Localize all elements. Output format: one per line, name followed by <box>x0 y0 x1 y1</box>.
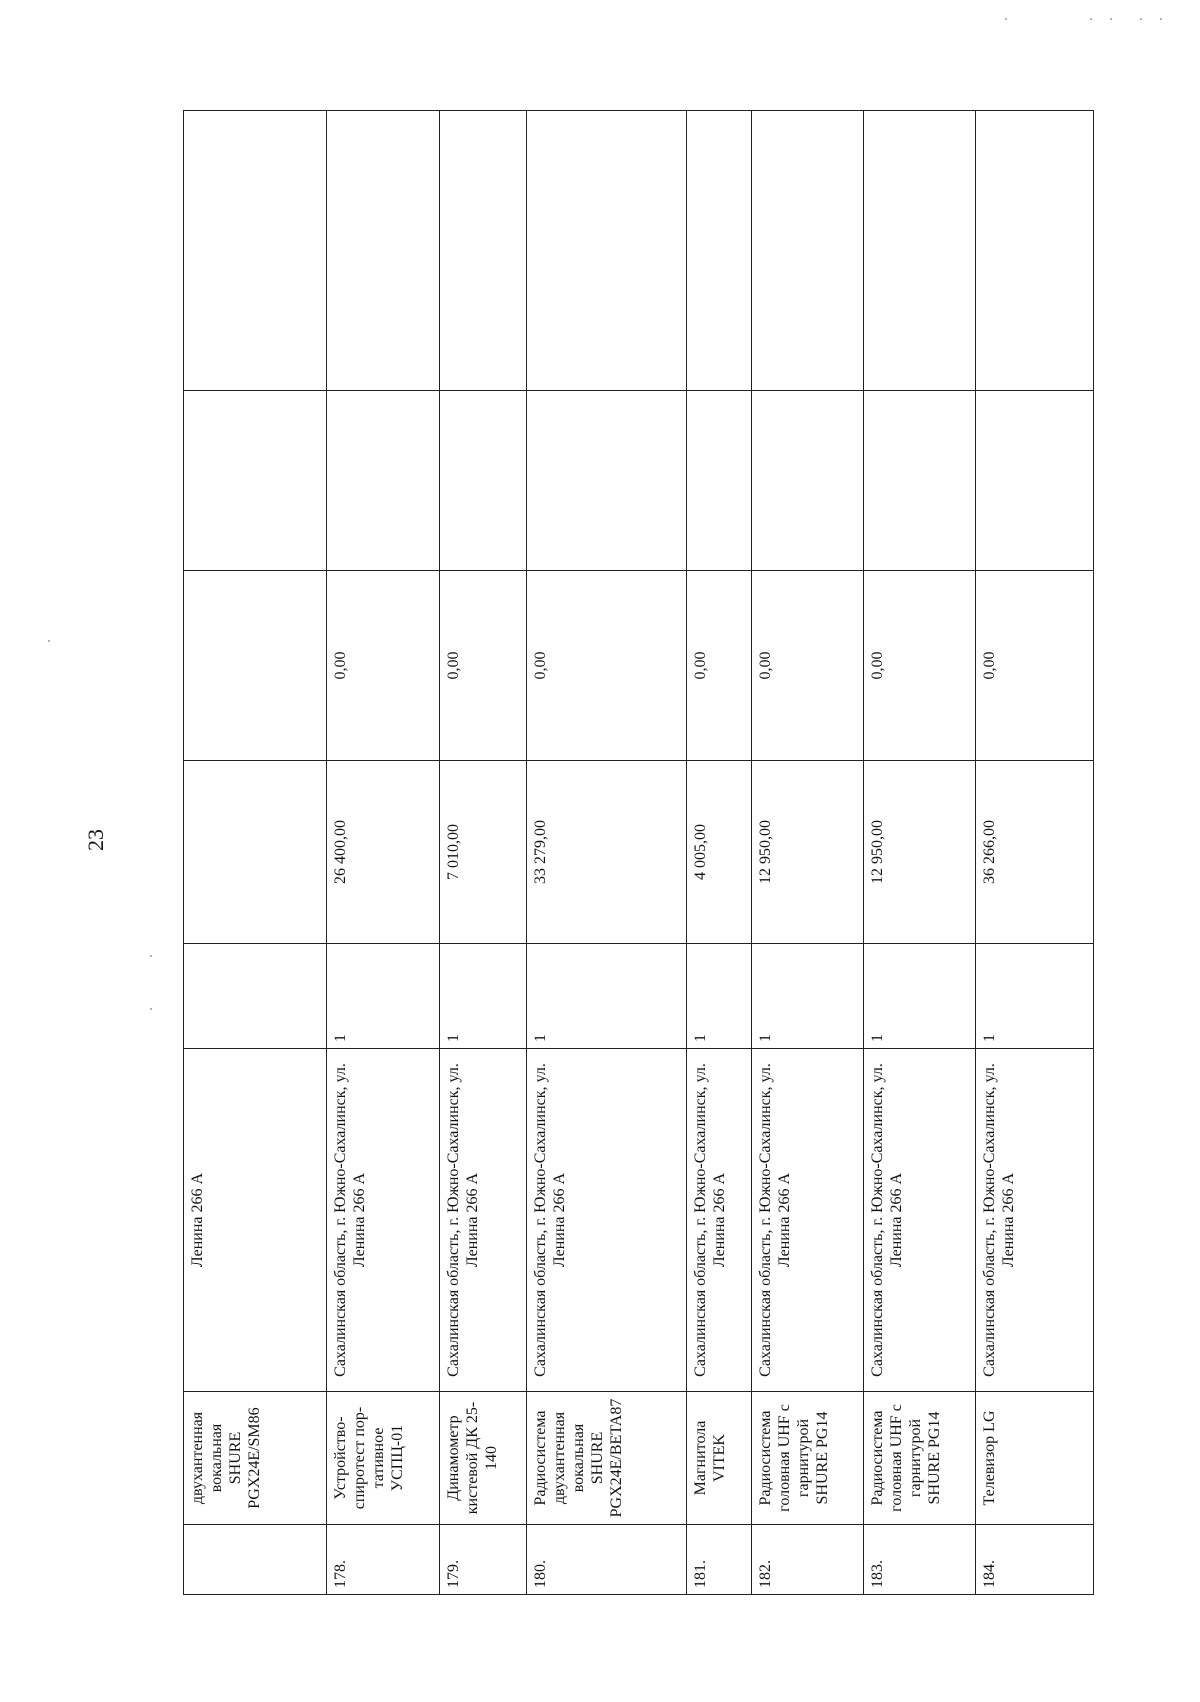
item-price: 12 950,00 <box>752 761 864 944</box>
row-number: 182. <box>752 1525 864 1595</box>
scan-speck <box>1160 18 1162 20</box>
empty-cell <box>440 111 527 391</box>
item-name: Радиосистема двухантенная вокальная SHURE PGX24E/BETA87 <box>527 1392 687 1525</box>
empty-cell <box>976 391 1094 571</box>
item-amount: 0,00 <box>687 571 752 761</box>
item-amount: 0,00 <box>440 571 527 761</box>
item-name: Телевизор LG <box>976 1392 1094 1525</box>
scan-speck <box>1110 18 1112 20</box>
scan-speck <box>1140 18 1142 20</box>
scan-speck <box>1090 18 1092 20</box>
item-name: Радиосистема головная UHF с гарнитурой SHURE PG14 <box>752 1392 864 1525</box>
item-price: 12 950,00 <box>864 761 976 944</box>
item-address: Сахалинская область, г. Южно-Сахалинск, ул. Ленина 266 А <box>864 1049 976 1392</box>
item-address: Ленина 266 А <box>184 1049 327 1392</box>
table-row <box>687 111 752 1595</box>
empty-cell <box>527 111 687 391</box>
item-name: двухантенная вокальная SHURE PGX24E/SM86 <box>184 1392 327 1525</box>
scan-speck <box>150 1008 152 1010</box>
item-quantity: 1 <box>687 944 752 1049</box>
item-address: Сахалинская область, г. Южно-Сахалинск, ул. Ленина 266 А <box>752 1049 864 1392</box>
item-name: Магнитола VITEK <box>687 1392 752 1525</box>
empty-cell <box>327 391 440 571</box>
row-number: 178. <box>327 1525 440 1595</box>
item-amount: 0,00 <box>976 571 1094 761</box>
item-quantity: 1 <box>752 944 864 1049</box>
item-price <box>184 761 327 944</box>
empty-cell <box>440 391 527 571</box>
row-number: 179. <box>440 1525 527 1595</box>
row-number <box>184 1525 327 1595</box>
empty-cell <box>976 111 1094 391</box>
item-name: Устройство-спиротест пор-тативное УСПЦ-01 <box>327 1392 440 1525</box>
empty-cell <box>864 111 976 391</box>
item-price: 4 005,00 <box>687 761 752 944</box>
row-number: 184. <box>976 1525 1094 1595</box>
table-body <box>184 111 1094 1595</box>
item-amount: 0,00 <box>327 571 440 761</box>
item-quantity: 1 <box>864 944 976 1049</box>
item-price: 26 400,00 <box>327 761 440 944</box>
item-amount: 0,00 <box>527 571 687 761</box>
empty-cell <box>687 391 752 571</box>
empty-cell <box>752 391 864 571</box>
item-address: Сахалинская область, г. Южно-Сахалинск, ул. Ленина 266 А <box>976 1049 1094 1392</box>
item-quantity: 1 <box>327 944 440 1049</box>
scan-speck <box>150 955 152 957</box>
table-row <box>527 111 687 1595</box>
item-address: Сахалинская область, г. Южно-Сахалинск, ул. Ленина 266 А <box>327 1049 440 1392</box>
item-amount: 0,00 <box>752 571 864 761</box>
table-row <box>976 111 1094 1595</box>
item-address: Сахалинская область, г. Южно-Сахалинск, ул. Ленина 266 А <box>527 1049 687 1392</box>
empty-cell <box>184 111 327 391</box>
empty-cell <box>527 391 687 571</box>
empty-cell <box>864 391 976 571</box>
table-row <box>327 111 440 1595</box>
item-amount: 0,00 <box>864 571 976 761</box>
item-name: Радиосистема головная UHF с гарнитурой SHURE PG14 <box>864 1392 976 1525</box>
table-row <box>440 111 527 1595</box>
item-name: Динамометр кистевой ДК 25-140 <box>440 1392 527 1525</box>
row-number: 183. <box>864 1525 976 1595</box>
scan-speck <box>48 640 50 642</box>
item-quantity: 1 <box>527 944 687 1049</box>
table-row <box>184 111 327 1595</box>
table-row <box>864 111 976 1595</box>
item-quantity: 1 <box>440 944 527 1049</box>
item-price: 7 010,00 <box>440 761 527 944</box>
item-quantity: 1 <box>976 944 1094 1049</box>
table-row <box>752 111 864 1595</box>
empty-cell <box>327 111 440 391</box>
row-number: 180. <box>527 1525 687 1595</box>
item-address: Сахалинская область, г. Южно-Сахалинск, ул. Ленина 266 А <box>440 1049 527 1392</box>
empty-cell <box>687 111 752 391</box>
item-price: 33 279,00 <box>527 761 687 944</box>
item-amount <box>184 571 327 761</box>
page-number: 23 <box>83 829 108 851</box>
empty-cell <box>752 111 864 391</box>
inventory-table <box>183 110 1094 1595</box>
empty-cell <box>184 391 327 571</box>
row-number: 181. <box>687 1525 752 1595</box>
item-quantity <box>184 944 327 1049</box>
item-price: 36 266,00 <box>976 761 1094 944</box>
scan-speck <box>1005 18 1007 20</box>
item-address: Сахалинская область, г. Южно-Сахалинск, ул. Ленина 266 А <box>687 1049 752 1392</box>
